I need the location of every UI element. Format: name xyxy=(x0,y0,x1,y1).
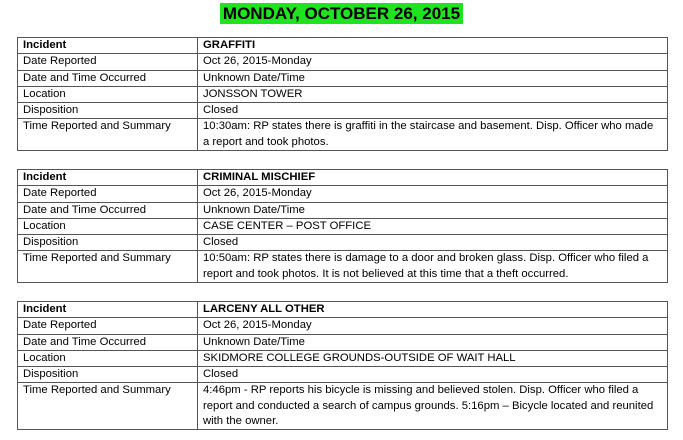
date-reported-value: Oct 26, 2015-Monday xyxy=(198,318,668,334)
date-time-occurred-label: Date and Time Occurred xyxy=(18,202,198,218)
table-row xyxy=(18,218,668,234)
summary-label: Time Reported and Summary xyxy=(18,383,198,430)
incident-value: GRAFFITI xyxy=(198,38,668,54)
disposition-label: Disposition xyxy=(18,235,198,251)
table-row xyxy=(18,334,668,350)
table-row xyxy=(18,119,668,151)
summary-label: Time Reported and Summary xyxy=(18,119,198,151)
page-header xyxy=(0,0,683,32)
location-label: Location xyxy=(18,86,198,102)
table-row xyxy=(18,302,668,318)
table-row xyxy=(18,235,668,251)
table-row xyxy=(18,251,668,283)
date-time-occurred-value: Unknown Date/Time xyxy=(198,202,668,218)
incident-value: LARCENY ALL OTHER xyxy=(198,302,668,318)
table-row xyxy=(18,70,668,86)
incident-label: Incident xyxy=(18,170,198,186)
incident-value: CRIMINAL MISCHIEF xyxy=(198,170,668,186)
date-reported-value: Oct 26, 2015-Monday xyxy=(198,186,668,202)
table-row xyxy=(18,186,668,202)
incident-table-graffiti xyxy=(17,37,668,151)
summary-value: 10:50am: RP states there is damage to a door and broken glass. Disp. Officer who filed a report and took photos. It is not believed at this time that a theft occurred. xyxy=(198,251,668,283)
table-row xyxy=(18,202,668,218)
location-label: Location xyxy=(18,350,198,366)
table-row xyxy=(18,350,668,366)
date-reported-value: Oct 26, 2015-Monday xyxy=(198,54,668,70)
incident-table-larceny xyxy=(17,301,668,430)
location-label: Location xyxy=(18,218,198,234)
table-row xyxy=(18,383,668,430)
table-row xyxy=(18,367,668,383)
table-row xyxy=(18,318,668,334)
table-row xyxy=(18,103,668,119)
disposition-value: Closed xyxy=(198,235,668,251)
location-value: JONSSON TOWER xyxy=(198,86,668,102)
disposition-value: Closed xyxy=(198,367,668,383)
date-reported-label: Date Reported xyxy=(18,318,198,334)
summary-label: Time Reported and Summary xyxy=(18,251,198,283)
date-time-occurred-label: Date and Time Occurred xyxy=(18,334,198,350)
table-row xyxy=(18,86,668,102)
disposition-label: Disposition xyxy=(18,103,198,119)
disposition-label: Disposition xyxy=(18,367,198,383)
summary-value: 10:30am: RP states there is graffiti in the staircase and basement. Disp. Officer who made a report and took photos. xyxy=(198,119,668,151)
date-reported-label: Date Reported xyxy=(18,186,198,202)
date-time-occurred-value: Unknown Date/Time xyxy=(198,70,668,86)
date-time-occurred-value: Unknown Date/Time xyxy=(198,334,668,350)
disposition-value: Closed xyxy=(198,103,668,119)
page-title: MONDAY, OCTOBER 26, 2015 xyxy=(220,3,463,24)
location-value: SKIDMORE COLLEGE GROUNDS-OUTSIDE OF WAIT HALL xyxy=(198,350,668,366)
summary-value: 4:46pm - RP reports his bicycle is missing and believed stolen. Disp. Officer who filed a report and conducted a search of campus grounds. 5:16pm – Bicycle located and reunited with the owner. xyxy=(198,383,668,430)
table-row xyxy=(18,54,668,70)
incident-label: Incident xyxy=(18,302,198,318)
date-reported-label: Date Reported xyxy=(18,54,198,70)
date-time-occurred-label: Date and Time Occurred xyxy=(18,70,198,86)
incident-label: Incident xyxy=(18,38,198,54)
location-value: CASE CENTER – POST OFFICE xyxy=(198,218,668,234)
table-row xyxy=(18,38,668,54)
incident-table-criminal-mischief xyxy=(17,169,668,283)
table-row xyxy=(18,170,668,186)
